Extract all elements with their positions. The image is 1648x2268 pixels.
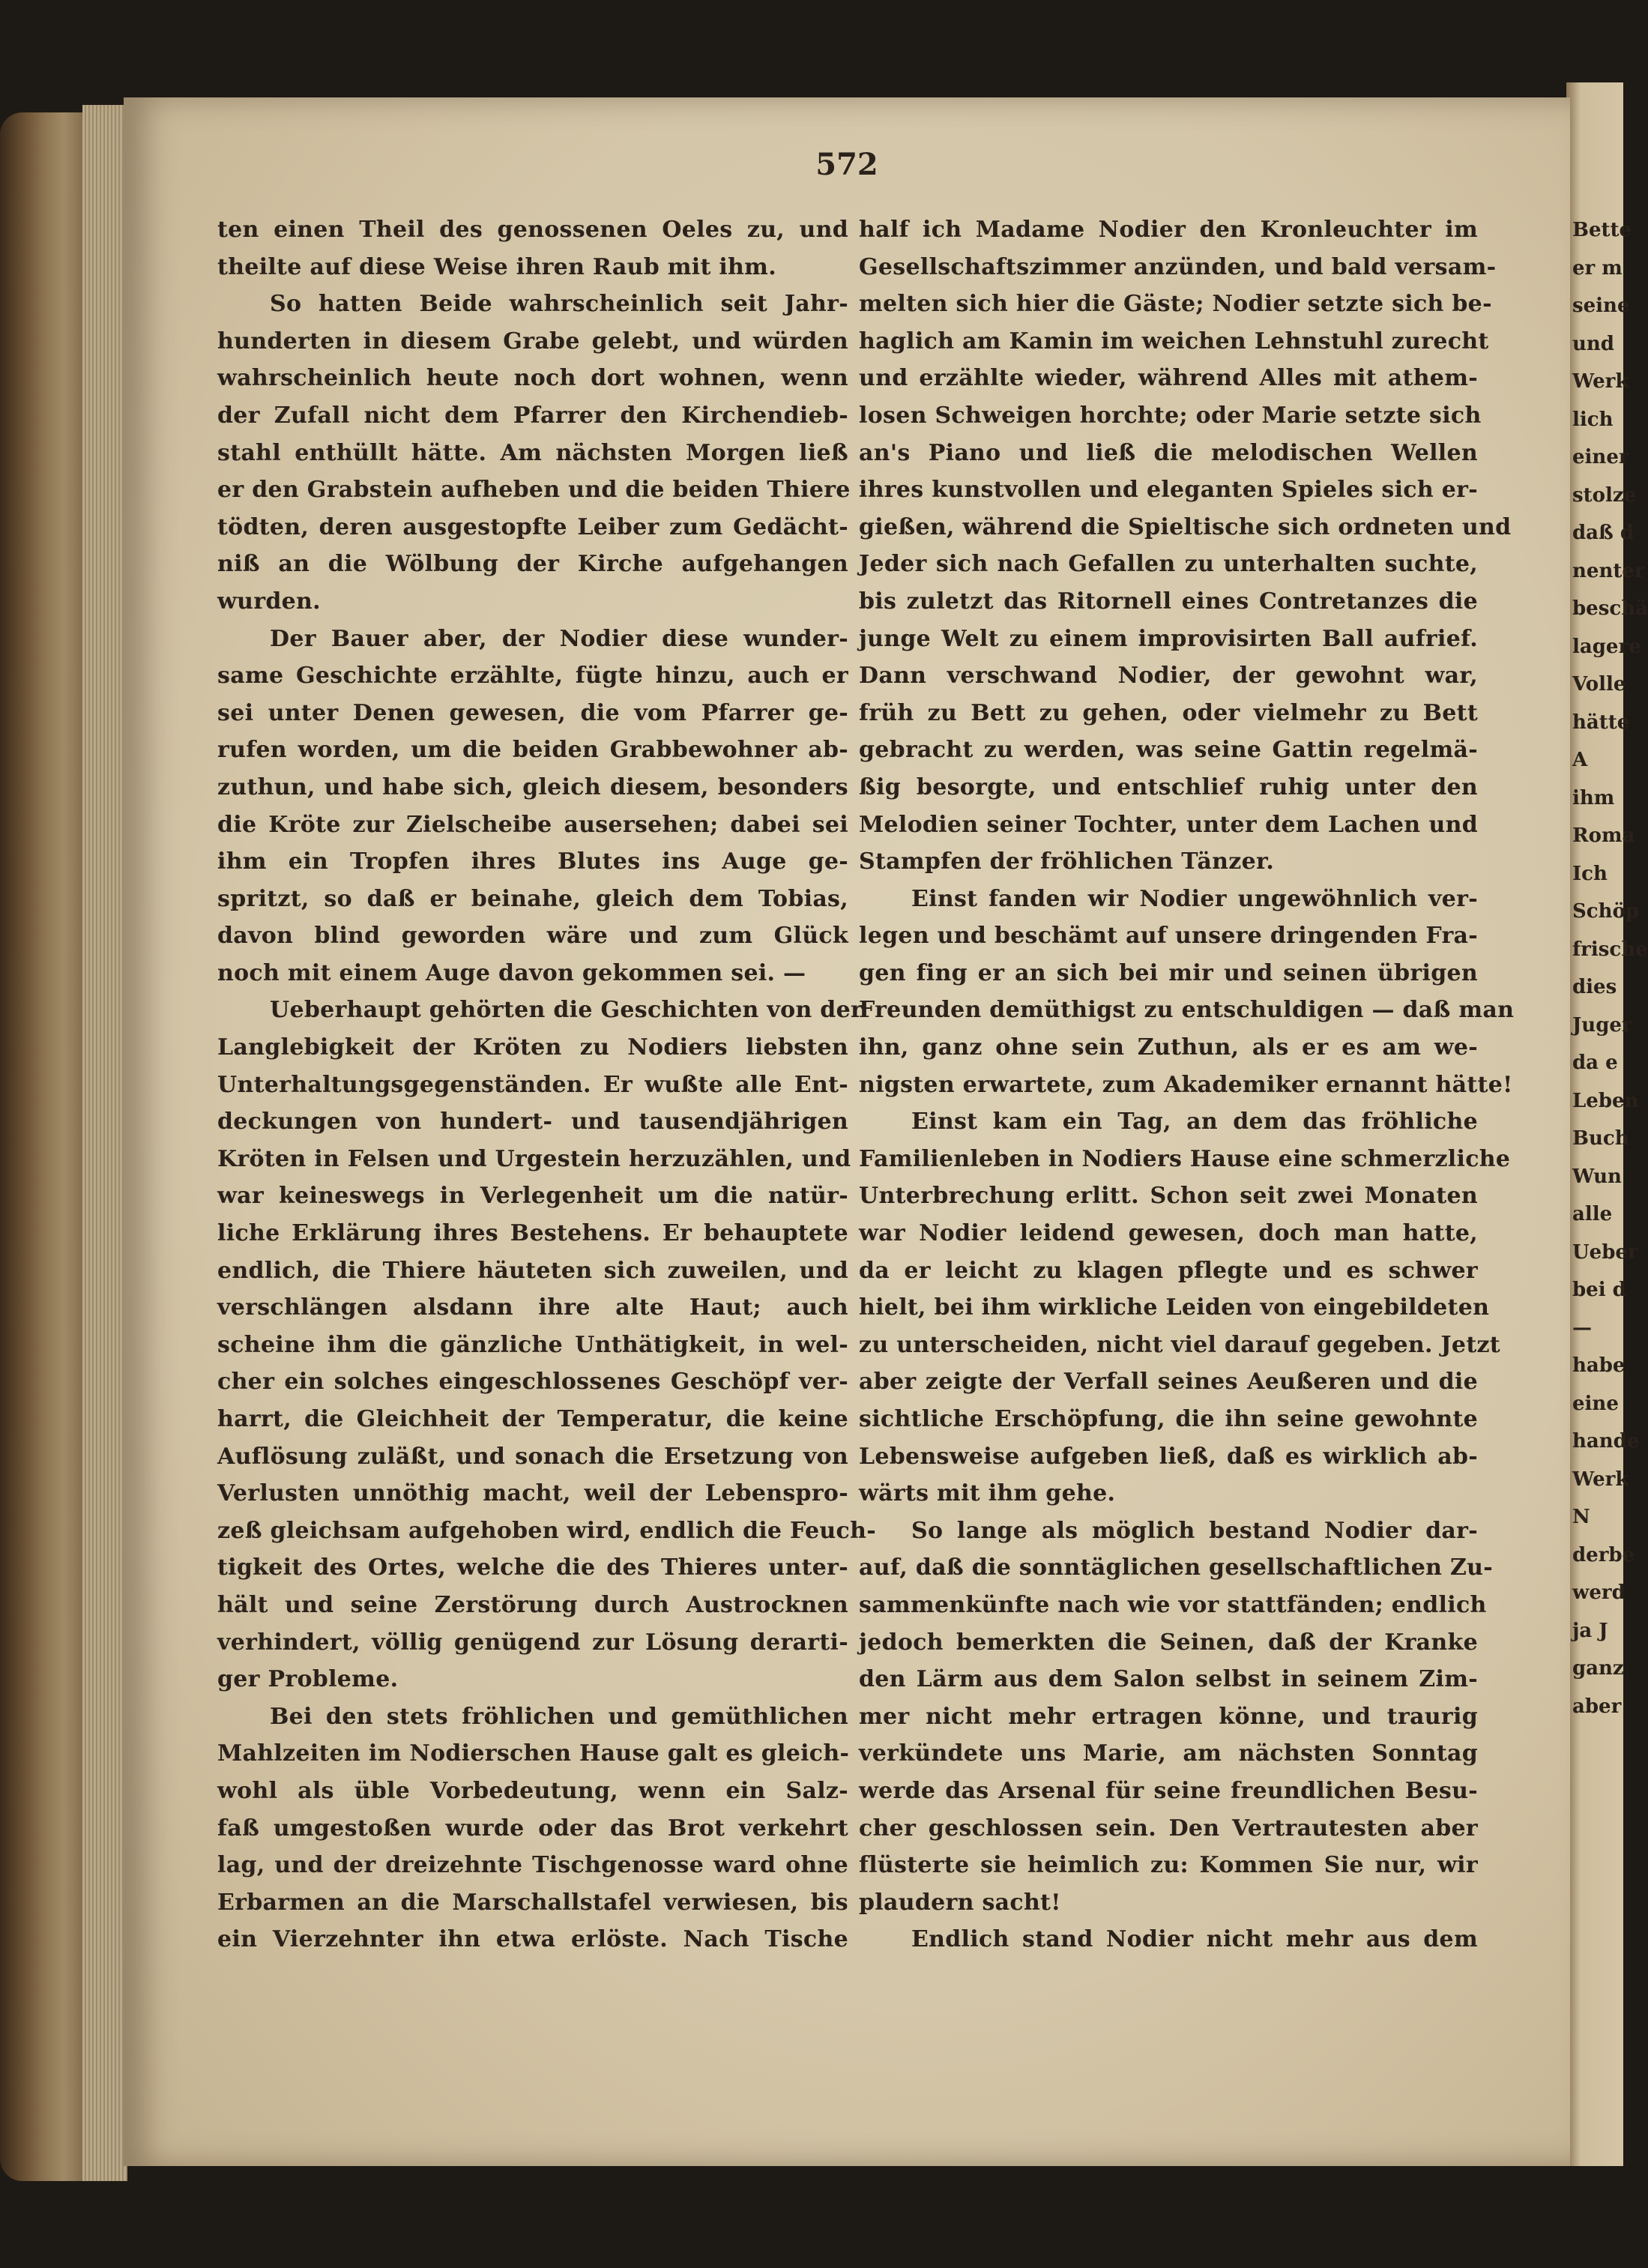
text-line: Erbarmen an die Marschallstafel verwiesen, bis [217,1889,848,1916]
text-line: Der Bauer aber, der Nodier diese wunder- [270,625,848,652]
text-line: noch mit einem Auge davon gekommen sei. — [217,959,806,986]
text-line: hält und seine Zerstörung durch Austrocknen [217,1591,848,1618]
text-line: ßig besorgte, und entschlief ruhig unter den [859,773,1478,800]
fragment-line: alle [1572,1203,1613,1225]
fragment-line: werd [1572,1581,1626,1604]
fragment-line: ihm [1572,786,1615,809]
text-line: ger Probleme. [217,1666,399,1693]
text-line: ein Vierzehnter ihn etwa erlöste. Nach Tische [217,1926,848,1953]
text-line: sammenkünfte nach wie vor stattfänden; endlich [859,1591,1487,1618]
text-line: mer nicht mehr ertragen könne, und traurig [859,1703,1478,1730]
text-line: flüsterte sie heimlich zu: Kommen Sie nur, wir [859,1852,1478,1879]
text-line: Bei den stets fröhlichen und gemüthlichen [270,1703,848,1730]
fragment-line: Buch [1572,1127,1629,1150]
fragment-line: A [1572,749,1588,771]
text-line: bis zuletzt das Ritornell eines Contretanzes die [859,588,1478,615]
text-line: Einst kam ein Tag, an dem das fröhliche [911,1109,1478,1135]
paragraph [217,286,851,620]
text-line: cher geschlossen sein. Den Vertrautesten aber [859,1815,1478,1842]
text-line: war keineswegs in Verlegenheit um die natür- [217,1183,848,1210]
page-stack-edge [82,105,127,2181]
text-line: cher ein solches eingeschlossenes Geschöpf ver- [217,1369,848,1396]
page-number: 572 [815,147,878,182]
text-line: wurden. [217,588,321,615]
fragment-line: Ueber [1572,1240,1638,1264]
text-line: Langlebigkeit der Kröten zu Nodiers liebsten [217,1034,848,1061]
fragment-line: daß d [1572,522,1635,544]
fragment-line: frische [1572,938,1648,961]
text-line: sichtliche Erschöpfung, die ihn seine gewohnte [859,1406,1478,1432]
text-line: harrt, die Gleichheit der Temperatur, die keine [217,1406,848,1432]
fragment-line: Volle [1572,673,1626,696]
text-line: hunderten in diesem Grabe gelebt, und würden [217,328,848,355]
text-line: Dann verschwand Nodier, der gewohnt war, [859,663,1478,690]
fragment-line: bei d [1572,1279,1626,1301]
text-line: der Zufall nicht dem Pfarrer den Kirchendieb- [217,402,848,429]
text-line: und erzählte wieder, während Alles mit athem- [859,365,1478,392]
text-line: same Geschichte erzählte, fügte hinzu, auch er [217,663,848,690]
text-line: die Kröte zur Zielscheibe ausersehen; dabei sei [217,811,848,838]
text-line: Einst fanden wir Nodier ungewöhnlich ver- [911,885,1478,912]
text-line: half ich Madame Nodier den Kronleuchter im [859,217,1478,243]
text-line: lag, und der dreizehnte Tischgenosse ward ohne [217,1852,848,1879]
fragment-line: — [1572,1316,1592,1339]
text-line: gen fing er an sich bei mir und seinen übrigen [859,959,1478,986]
text-line: verhindert, völlig genügend zur Lösung derarti- [217,1629,848,1656]
text-line: rufen worden, um die beiden Grabbewohner ab- [217,737,848,764]
text-line: Ueberhaupt gehörten die Geschichten von der [270,997,863,1024]
fragment-line: hande [1572,1430,1640,1453]
paragraph [859,1512,1494,1922]
text-line: wohl als üble Vorbedeutung, wenn ein Salz- [217,1777,848,1804]
fragment-line: Werk [1572,1468,1629,1491]
text-line: gebracht zu werden, was seine Gattin regelmä- [859,737,1478,764]
text-line: liche Erklärung ihres Bestehens. Er behauptete [217,1220,848,1247]
text-line: faß umgestoßen wurde oder das Brot verkehrt [217,1815,848,1842]
text-line: zuthun, und habe sich, gleich diesem, besonders [217,773,848,800]
fragment-line: Juger [1572,1013,1632,1037]
paragraph [217,1698,848,1958]
text-line: werde das Arsenal für seine freundlichen Besu- [859,1777,1478,1804]
paragraph [217,621,848,992]
text-line: losen Schweigen horchte; oder Marie setzte sich [859,402,1482,429]
text-line: war Nodier leidend gewesen, doch man hatte, [859,1220,1478,1247]
fragment-line: und [1572,332,1614,355]
text-line: theilte auf diese Weise ihren Raub mit ihm. [217,253,776,280]
text-line: Auflösung zuläßt, und sonach die Ersetzung von [217,1443,848,1470]
text-line: ihm ein Tropfen ihres Blutes ins Auge ge- [217,848,848,875]
text-line: davon blind geworden wäre und zum Glück [217,923,848,950]
text-line: nigsten erwartete, zum Akademiker ernannt hätte! [859,1071,1513,1098]
fragment-line: habe [1572,1354,1626,1377]
fragment-line: N [1572,1506,1590,1528]
fragment-line: beschä [1572,597,1648,620]
text-line: tödten, deren ausgestopfte Leiber zum Gedächt- [217,513,848,540]
fragment-line: hätte [1572,711,1630,734]
fragment-line: stolze [1572,483,1637,507]
text-line: den Lärm aus dem Salon selbst in seinem Zim- [859,1666,1478,1693]
fragment-line: derbe [1572,1543,1635,1566]
text-line: scheine ihm die gänzliche Unthätigkeit, in wel- [217,1331,848,1358]
text-line: zu unterscheiden, nicht viel darauf gegeben. Jetzt [859,1331,1500,1358]
fragment-line: seine [1572,295,1630,317]
right-text-column [859,211,1515,1958]
fragment-line: lagere [1572,635,1641,658]
text-line: haglich am Kamin im weichen Lehnstuhl zurecht [859,328,1489,355]
fragment-line: ganz [1572,1657,1624,1680]
text-line: Melodien seiner Tochter, unter dem Lachen und [859,811,1478,838]
fragment-line: eine [1572,1392,1619,1415]
text-line: jedoch bemerkten die Seinen, daß der Kranke [859,1629,1478,1656]
text-line: plaudern sacht! [859,1889,1061,1916]
fragment-line: dies [1572,976,1617,998]
text-line: zeß gleichsam aufgehoben wird, endlich die Feuch- [217,1517,876,1544]
text-line: Lebensweise aufgeben ließ, daß es wirklich ab- [859,1443,1478,1470]
text-line: melten sich hier die Gäste; Nodier setzte sich be- [859,291,1492,318]
text-line: Endlich stand Nodier nicht mehr aus dem [911,1926,1478,1953]
fragment-line: da e [1572,1052,1618,1074]
text-line: niß an die Wölbung der Kirche aufgehangen [217,551,848,578]
text-line: endlich, die Thiere häuteten sich zuweilen, und [217,1257,848,1284]
paragraph [859,211,1512,881]
text-line: So hatten Beide wahrscheinlich seit Jahr- [270,291,848,318]
text-line: da er leicht zu klagen pflegte und es schwer [859,1257,1478,1284]
text-line: spritzt, so daß er beinahe, gleich dem Tobias, [217,885,848,912]
text-line: verschlängen alsdann ihre alte Haut; auch [217,1294,848,1321]
fragment-line: Roma [1572,824,1635,847]
text-line: Freunden demüthigst zu entschuldigen — daß man [859,997,1515,1024]
fragment-line: Leben [1572,1089,1639,1112]
text-line: wahrscheinlich heute noch dort wohnen, wenn [217,365,848,392]
fragment-line: aber [1572,1695,1622,1718]
text-line: Unterhaltungsgegenständen. Er wußte alle Ent- [217,1071,848,1098]
next-page-fragments [1572,211,1648,1725]
text-line: Verlusten unnöthig macht, weil der Lebenspro- [217,1480,848,1507]
text-line: wärts mit ihm gehe. [859,1480,1116,1507]
text-line: Kröten in Felsen und Urgestein herzuzählen, und [217,1145,851,1172]
fragment-line: einer [1572,446,1629,468]
paragraph [217,992,876,1698]
fragment-line: Wun [1572,1165,1622,1188]
text-line: ihres kunstvollen und eleganten Spieles sich er- [859,477,1478,504]
text-line: Jeder sich nach Gefallen zu unterhalten suchte, [859,551,1478,578]
text-line: Unterbrechung erlitt. Schon seit zwei Monaten [859,1183,1478,1210]
text-line: verkündete uns Marie, am nächsten Sonntag [859,1740,1478,1767]
text-line: aber zeigte der Verfall seines Aeußeren und die [859,1369,1478,1396]
text-line: deckungen von hundert- und tausendjährigen [217,1109,848,1135]
text-line: ten einen Theil des genossenen Oeles zu, und [217,217,848,243]
text-line: Stampfen der fröhlichen Tänzer. [859,848,1275,875]
text-line: ihn, ganz ohne sein Zuthun, als er es am we- [859,1034,1478,1061]
paragraph [859,1921,1478,1958]
text-line: So lange als möglich bestand Nodier dar- [911,1517,1478,1544]
text-line: tigkeit des Ortes, welche die des Thieres unter- [217,1554,848,1581]
text-line: früh zu Bett zu gehen, oder vielmehr zu Bett [859,699,1478,726]
text-line: auf, daß die sonntäglichen gesellschaftlichen Zu- [859,1554,1494,1581]
text-line: junge Welt zu einem improvisirten Ball aufrief. [859,625,1478,652]
text-line: sei unter Denen gewesen, die vom Pfarrer ge- [217,699,848,726]
text-line: Familienleben in Nodiers Hause eine schmerzliche [859,1145,1511,1172]
fragment-line: ja J [1572,1619,1608,1642]
paragraph [859,881,1515,1104]
text-line: legen und beschämt auf unsere dringenden Fra- [859,923,1479,950]
paragraph [217,211,848,286]
text-line: hielt, bei ihm wirkliche Leiden von eingebildeten [859,1294,1490,1321]
text-line: an's Piano und ließ die melodischen Wellen [859,439,1478,466]
fragment-line: nenter [1572,559,1645,582]
fragment-line: Ich [1572,862,1608,885]
text-line: stahl enthüllt hätte. Am nächsten Morgen ließ [217,439,848,466]
paragraph [859,1103,1511,1512]
fragment-line: lich [1572,408,1614,431]
left-text-column [217,211,876,1958]
text-line: Mahlzeiten im Nodierschen Hause galt es gleich- [217,1740,850,1767]
fragment-line: Schöp [1572,900,1640,923]
fragment-line: Werk [1572,370,1629,393]
text-line: Gesellschaftszimmer anzünden, und bald versam- [859,253,1497,280]
text-line: er den Grabstein aufheben und die beiden Thiere [217,477,851,504]
fragment-line: er m [1572,256,1623,280]
fragment-line: Bette [1572,219,1632,241]
text-line: gießen, während die Spieltische sich ordneten und [859,513,1512,540]
